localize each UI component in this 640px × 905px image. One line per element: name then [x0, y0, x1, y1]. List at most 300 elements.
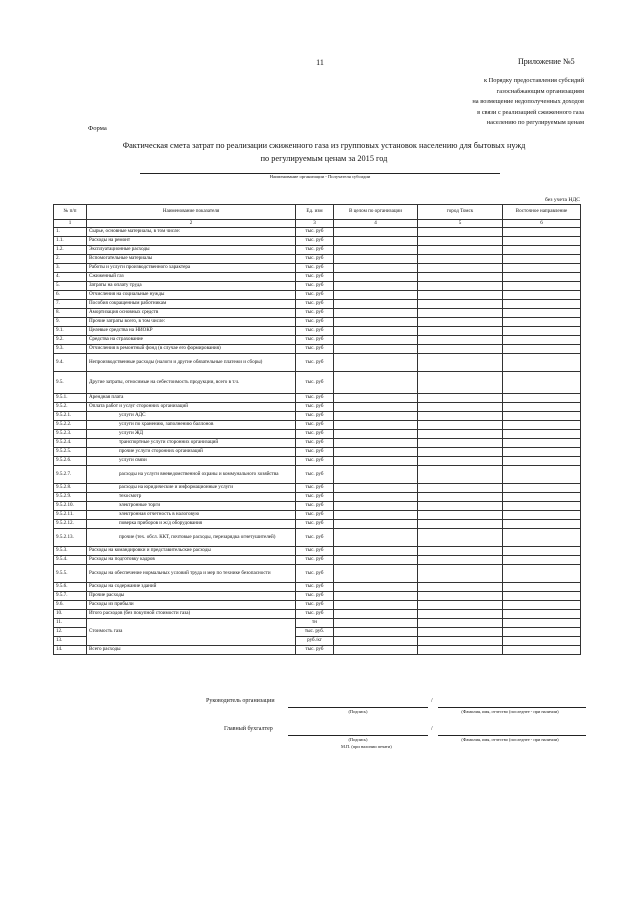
row-number: 9.5.3.: [54, 547, 87, 556]
value-tomsk[interactable]: [418, 547, 503, 556]
value-tomsk[interactable]: [418, 264, 503, 273]
row-unit: тыс. руб: [296, 610, 334, 619]
value-east[interactable]: [503, 394, 581, 403]
row-unit: тыс. руб: [296, 237, 334, 246]
value-tomsk[interactable]: [418, 345, 503, 354]
table-row: [54, 583, 581, 592]
value-tomsk[interactable]: [418, 493, 503, 502]
value-tomsk[interactable]: [418, 601, 503, 610]
row-unit: тыс. руб: [296, 511, 334, 520]
value-organization-total[interactable]: [334, 565, 418, 583]
order-line: в связи с реализацией сжиженного газа: [477, 108, 584, 116]
value-east[interactable]: [503, 336, 581, 345]
row-indicator: прочие услуги сторонних организаций: [87, 448, 296, 457]
value-organization-total[interactable]: [334, 255, 418, 264]
value-organization-total[interactable]: [334, 601, 418, 610]
value-organization-total[interactable]: [334, 309, 418, 318]
accountant-label: Главный бухгалтер: [224, 726, 273, 732]
row-number: 9.6.: [54, 601, 87, 610]
row-number: 9.5.2.3.: [54, 430, 87, 439]
column-header-unit: Ед. изм: [296, 205, 334, 220]
row-unit: тыс. руб: [296, 601, 334, 610]
row-indicator: Отчисления на социальные нужды: [87, 291, 296, 300]
value-east[interactable]: [503, 457, 581, 466]
row-unit: тыс. руб: [296, 255, 334, 264]
value-east[interactable]: [503, 264, 581, 273]
value-organization-total[interactable]: [334, 412, 418, 421]
row-unit: тыс. руб: [296, 547, 334, 556]
table-row: [54, 421, 581, 430]
accountant-slash: /: [431, 726, 433, 732]
value-tomsk[interactable]: [418, 291, 503, 300]
accountant-signature-field[interactable]: [288, 735, 428, 736]
value-tomsk[interactable]: [418, 529, 503, 547]
row-number: 10.: [54, 610, 87, 619]
row-number: 3.: [54, 264, 87, 273]
row-unit: тн: [296, 619, 334, 628]
value-tomsk[interactable]: [418, 300, 503, 309]
value-tomsk[interactable]: [418, 646, 503, 655]
value-east[interactable]: [503, 601, 581, 610]
table-row: [54, 592, 581, 601]
value-east[interactable]: [503, 637, 581, 646]
row-indicator: Итого расходов (без покупной стоимости газа): [87, 610, 296, 619]
row-number: 1.1.: [54, 237, 87, 246]
table-row: [54, 601, 581, 610]
row-number: 2.: [54, 255, 87, 264]
value-organization-total[interactable]: [334, 592, 418, 601]
row-unit: тыс. руб: [296, 529, 334, 547]
value-organization-total[interactable]: [334, 228, 418, 237]
value-east[interactable]: [503, 255, 581, 264]
table-row: [54, 237, 581, 246]
value-tomsk[interactable]: [418, 403, 503, 412]
row-number: 1.2.: [54, 246, 87, 255]
value-east[interactable]: [503, 345, 581, 354]
row-number: 9.4.: [54, 354, 87, 372]
row-indicator: Расходы на подготовку кадров: [87, 556, 296, 565]
value-tomsk[interactable]: [418, 511, 503, 520]
row-indicator: электронная отчетность в налоговую: [87, 511, 296, 520]
value-organization-total[interactable]: [334, 246, 418, 255]
row-unit: тыс. руб: [296, 439, 334, 448]
row-unit: тыс. руб: [296, 448, 334, 457]
value-organization-total[interactable]: [334, 547, 418, 556]
row-number: 4.: [54, 273, 87, 282]
row-indicator: Расходы на обеспечение нормальных условий труда и мер по технике безопасности: [87, 565, 296, 583]
value-east[interactable]: [503, 291, 581, 300]
row-unit: тыс. руб: [296, 592, 334, 601]
value-east[interactable]: [503, 372, 581, 394]
table-row-total: [54, 646, 581, 655]
value-tomsk[interactable]: [418, 502, 503, 511]
table-row: [54, 457, 581, 466]
row-indicator: Стоимость газа: [87, 619, 296, 646]
value-organization-total[interactable]: [334, 318, 418, 327]
row-indicator: Непроизводственные расходы (налоги и другие обязательные платежи и сборы): [87, 354, 296, 372]
value-organization-total[interactable]: [334, 583, 418, 592]
value-tomsk[interactable]: [418, 583, 503, 592]
row-number: 9.5.2.1.: [54, 412, 87, 421]
row-indicator: электронные торги: [87, 502, 296, 511]
value-organization-total[interactable]: [334, 529, 418, 547]
row-unit: тыс. руб: [296, 318, 334, 327]
value-tomsk[interactable]: [418, 610, 503, 619]
value-organization-total[interactable]: [334, 628, 418, 637]
value-tomsk[interactable]: [418, 421, 503, 430]
row-unit: тыс. руб.: [296, 628, 334, 637]
value-tomsk[interactable]: [418, 412, 503, 421]
row-number: 9.5.2.6.: [54, 457, 87, 466]
row-number: 9.5.: [54, 372, 87, 394]
table-row: [54, 291, 581, 300]
row-indicator: услуги связи: [87, 457, 296, 466]
table-row: [54, 273, 581, 282]
row-unit: тыс. руб: [296, 583, 334, 592]
table-row: [54, 493, 581, 502]
row-indicator: Другие затраты, относимые на себестоимость продукции, всего в т.ч.: [87, 372, 296, 394]
table-row: [54, 255, 581, 264]
value-east[interactable]: [503, 466, 581, 484]
row-indicator: Затраты на оплату труда: [87, 282, 296, 291]
value-tomsk[interactable]: [418, 619, 503, 628]
value-east[interactable]: [503, 439, 581, 448]
value-east[interactable]: [503, 484, 581, 493]
value-east[interactable]: [503, 421, 581, 430]
value-organization-total[interactable]: [334, 520, 418, 529]
value-east[interactable]: [503, 430, 581, 439]
value-east[interactable]: [503, 511, 581, 520]
row-indicator: Сжиженный газ: [87, 273, 296, 282]
value-east[interactable]: [503, 646, 581, 655]
head-name-field[interactable]: [438, 707, 586, 708]
row-indicator: услуги ЖД: [87, 430, 296, 439]
table-row: [54, 556, 581, 565]
organization-caption: Наименование организации - Получателя субсидии: [269, 174, 371, 179]
row-unit: тыс. руб: [296, 646, 334, 655]
row-indicator: Пособия сокращенным работникам: [87, 300, 296, 309]
value-organization-total[interactable]: [334, 556, 418, 565]
value-east[interactable]: [503, 520, 581, 529]
row-unit: руб./кг: [296, 637, 334, 646]
row-indicator: Вспомогательные материалы: [87, 255, 296, 264]
value-tomsk[interactable]: [418, 273, 503, 282]
row-number: 9.5.2.9.: [54, 493, 87, 502]
accountant-name-field[interactable]: [438, 735, 586, 736]
row-number: 9.5.5.: [54, 565, 87, 583]
head-name-caption: (Фамилия, имя, отчество (последнее - при наличии): [461, 709, 559, 714]
row-indicator: поверка приборов и ж/д оборудования: [87, 520, 296, 529]
value-organization-total[interactable]: [334, 291, 418, 300]
row-unit: тыс. руб: [296, 345, 334, 354]
row-indicator: Расходы на ремонт: [87, 237, 296, 246]
value-east[interactable]: [503, 354, 581, 372]
value-organization-total[interactable]: [334, 372, 418, 394]
value-east[interactable]: [503, 448, 581, 457]
table-row: [54, 448, 581, 457]
value-east[interactable]: [503, 246, 581, 255]
value-organization-total[interactable]: [334, 273, 418, 282]
order-line: населению по регулируемым ценам: [486, 119, 584, 126]
value-east[interactable]: [503, 493, 581, 502]
value-organization-total[interactable]: [334, 439, 418, 448]
table-row: [54, 403, 581, 412]
order-line: на возмещение недополученных доходов: [472, 98, 584, 105]
value-organization-total[interactable]: [334, 336, 418, 345]
row-number: 14.: [54, 646, 87, 655]
table-row: [54, 327, 581, 336]
value-east[interactable]: [503, 403, 581, 412]
value-tomsk[interactable]: [418, 246, 503, 255]
value-east[interactable]: [503, 282, 581, 291]
value-organization-total[interactable]: [334, 430, 418, 439]
value-tomsk[interactable]: [418, 637, 503, 646]
row-unit: тыс. руб: [296, 394, 334, 403]
column-number: 4: [334, 220, 418, 228]
column-number: 5: [418, 220, 503, 228]
value-east[interactable]: [503, 502, 581, 511]
row-unit: тыс. руб: [296, 493, 334, 502]
row-unit: тыс. руб: [296, 457, 334, 466]
value-organization-total[interactable]: [334, 610, 418, 619]
column-header-indicator: Наименование показателя: [87, 205, 296, 220]
value-organization-total[interactable]: [334, 327, 418, 336]
row-indicator: Арендная плата: [87, 394, 296, 403]
value-tomsk[interactable]: [418, 565, 503, 583]
value-organization-total[interactable]: [334, 466, 418, 484]
accountant-name-caption: (Фамилия, имя, отчество (последнее - при наличии): [461, 737, 559, 742]
row-unit: тыс. руб: [296, 309, 334, 318]
value-organization-total[interactable]: [334, 511, 418, 520]
row-number: 9.5.2.5.: [54, 448, 87, 457]
value-east[interactable]: [503, 547, 581, 556]
value-east[interactable]: [503, 237, 581, 246]
row-indicator: Целевые средства на НИОКР: [87, 327, 296, 336]
table-row: [54, 610, 581, 619]
value-organization-total[interactable]: [334, 345, 418, 354]
cost-estimate-table: [53, 204, 581, 655]
row-number: 9.5.2.8.: [54, 484, 87, 493]
table-row: [54, 430, 581, 439]
table-row: [54, 520, 581, 529]
table-row: [54, 547, 581, 556]
value-east[interactable]: [503, 619, 581, 628]
row-indicator: прочие (тех. обсл. ККТ, почтовые расходы, перезарядка огнетушителей): [87, 529, 296, 547]
value-organization-total[interactable]: [334, 264, 418, 273]
row-number: 13.: [54, 637, 87, 646]
value-organization-total[interactable]: [334, 421, 418, 430]
row-unit: тыс. руб: [296, 264, 334, 273]
row-number: 9.3.: [54, 345, 87, 354]
row-number: 6.: [54, 291, 87, 300]
value-east[interactable]: [503, 273, 581, 282]
row-number: 9.1.: [54, 327, 87, 336]
table-row: [54, 228, 581, 237]
value-tomsk[interactable]: [418, 318, 503, 327]
column-number: 1: [54, 220, 87, 228]
table-row: [54, 466, 581, 484]
table-row: [54, 565, 581, 583]
column-header-tomsk: город Томск: [418, 205, 503, 220]
value-organization-total[interactable]: [334, 300, 418, 309]
value-tomsk[interactable]: [418, 430, 503, 439]
value-organization-total[interactable]: [334, 493, 418, 502]
row-unit: тыс. руб: [296, 291, 334, 300]
value-organization-total[interactable]: [334, 403, 418, 412]
row-number: 9.5.2.12.: [54, 520, 87, 529]
row-number: 9.: [54, 318, 87, 327]
column-number: 3: [296, 220, 334, 228]
table-row: [54, 318, 581, 327]
value-east[interactable]: [503, 318, 581, 327]
head-signature-field[interactable]: [288, 707, 428, 708]
row-unit: тыс. руб: [296, 327, 334, 336]
row-indicator: услуги по хранению, заполнению баллонов: [87, 421, 296, 430]
row-unit: тыс. руб: [296, 484, 334, 493]
column-header-east: Восточное направление: [503, 205, 581, 220]
row-number: 11.: [54, 619, 87, 628]
row-indicator: транспортные услуги сторонних организаций: [87, 439, 296, 448]
table-row: [54, 246, 581, 255]
table-row: [54, 619, 581, 628]
column-header-organization-total: В целом по организации: [334, 205, 418, 220]
value-tomsk[interactable]: [418, 228, 503, 237]
row-indicator: Средства на страхование: [87, 336, 296, 345]
row-number: 9.5.2.7.: [54, 466, 87, 484]
row-number: 12.: [54, 628, 87, 637]
value-organization-total[interactable]: [334, 394, 418, 403]
value-tomsk[interactable]: [418, 237, 503, 246]
value-tomsk[interactable]: [418, 439, 503, 448]
value-tomsk[interactable]: [418, 457, 503, 466]
value-east[interactable]: [503, 565, 581, 583]
value-tomsk[interactable]: [418, 394, 503, 403]
row-number: 9.5.2.: [54, 403, 87, 412]
row-number: 9.5.4.: [54, 556, 87, 565]
value-organization-total[interactable]: [334, 457, 418, 466]
order-reference: [472, 76, 584, 129]
value-organization-total[interactable]: [334, 637, 418, 646]
row-unit: тыс. руб: [296, 502, 334, 511]
value-tomsk[interactable]: [418, 372, 503, 394]
table-row: [54, 529, 581, 547]
row-indicator: расходы на услуги вневедомственной охраны и коммунального хозяйства: [87, 466, 296, 484]
head-sign-caption: (Подпись): [348, 709, 368, 714]
value-organization-total[interactable]: [334, 237, 418, 246]
column-number: 6: [503, 220, 581, 228]
row-indicator: техосмотр: [87, 493, 296, 502]
row-number: 9.5.2.4.: [54, 439, 87, 448]
value-east[interactable]: [503, 583, 581, 592]
value-tomsk[interactable]: [418, 354, 503, 372]
table-row: [54, 394, 581, 403]
table-row: [54, 484, 581, 493]
value-tomsk[interactable]: [418, 255, 503, 264]
value-tomsk[interactable]: [418, 556, 503, 565]
value-east[interactable]: [503, 628, 581, 637]
value-tomsk[interactable]: [418, 592, 503, 601]
value-tomsk[interactable]: [418, 309, 503, 318]
value-tomsk[interactable]: [418, 484, 503, 493]
column-number: 2: [87, 220, 296, 228]
table-row: [54, 412, 581, 421]
row-number: 9.5.2.11.: [54, 511, 87, 520]
row-unit: тыс. руб: [296, 421, 334, 430]
column-header-number: № п/п: [54, 205, 87, 220]
value-tomsk[interactable]: [418, 466, 503, 484]
value-tomsk[interactable]: [418, 448, 503, 457]
row-indicator: Расходы на командировки и представительские расходы: [87, 547, 296, 556]
value-east[interactable]: [503, 592, 581, 601]
row-indicator: услуги АДС: [87, 412, 296, 421]
value-east[interactable]: [503, 309, 581, 318]
row-number: 9.5.7.: [54, 592, 87, 601]
row-number: 9.5.2.2.: [54, 421, 87, 430]
value-organization-total[interactable]: [334, 448, 418, 457]
row-unit: тыс. руб: [296, 403, 334, 412]
row-indicator: Расходы из прибыли: [87, 601, 296, 610]
row-number: 7.: [54, 300, 87, 309]
row-indicator: Амортизация основных средств: [87, 309, 296, 318]
table-header-row: [54, 205, 581, 220]
value-east[interactable]: [503, 556, 581, 565]
head-slash: /: [431, 698, 433, 704]
table-body: [54, 228, 581, 655]
value-tomsk[interactable]: [418, 336, 503, 345]
title-line-2: по регулируемым ценам за 2015 год: [260, 153, 388, 163]
row-unit: тыс. руб: [296, 354, 334, 372]
order-line: к Порядку предоставления субсидий: [483, 77, 584, 84]
row-indicator: Сырье, основные материалы, в том числе:: [87, 228, 296, 237]
row-unit: тыс. руб: [296, 273, 334, 282]
value-east[interactable]: [503, 300, 581, 309]
table-row: [54, 282, 581, 291]
value-organization-total[interactable]: [334, 502, 418, 511]
value-east[interactable]: [503, 529, 581, 547]
value-tomsk[interactable]: [418, 520, 503, 529]
table-row: [54, 309, 581, 318]
row-unit: тыс. руб: [296, 556, 334, 565]
row-unit: тыс. руб: [296, 430, 334, 439]
value-east[interactable]: [503, 610, 581, 619]
row-unit: тыс. руб: [296, 565, 334, 583]
table-row: [54, 345, 581, 354]
value-east[interactable]: [503, 412, 581, 421]
value-east[interactable]: [503, 327, 581, 336]
row-number: 5.: [54, 282, 87, 291]
row-unit: тыс. руб: [296, 372, 334, 394]
row-unit: тыс. руб: [296, 412, 334, 421]
document-title: [64, 140, 584, 165]
row-number: 9.5.2.13.: [54, 529, 87, 547]
value-east[interactable]: [503, 228, 581, 237]
row-number: 8.: [54, 309, 87, 318]
value-tomsk[interactable]: [418, 327, 503, 336]
value-organization-total[interactable]: [334, 282, 418, 291]
table-row: [54, 502, 581, 511]
row-indicator: Оплата работ и услуг сторонних организаций: [87, 403, 296, 412]
value-organization-total[interactable]: [334, 646, 418, 655]
value-tomsk[interactable]: [418, 628, 503, 637]
value-tomsk[interactable]: [418, 282, 503, 291]
value-organization-total[interactable]: [334, 484, 418, 493]
table-row: [54, 511, 581, 520]
row-number: 9.5.6.: [54, 583, 87, 592]
page-number: 11: [316, 58, 324, 67]
value-organization-total[interactable]: [334, 354, 418, 372]
value-organization-total[interactable]: [334, 619, 418, 628]
stamp-note: М.П. (при наличии печати): [341, 744, 392, 749]
